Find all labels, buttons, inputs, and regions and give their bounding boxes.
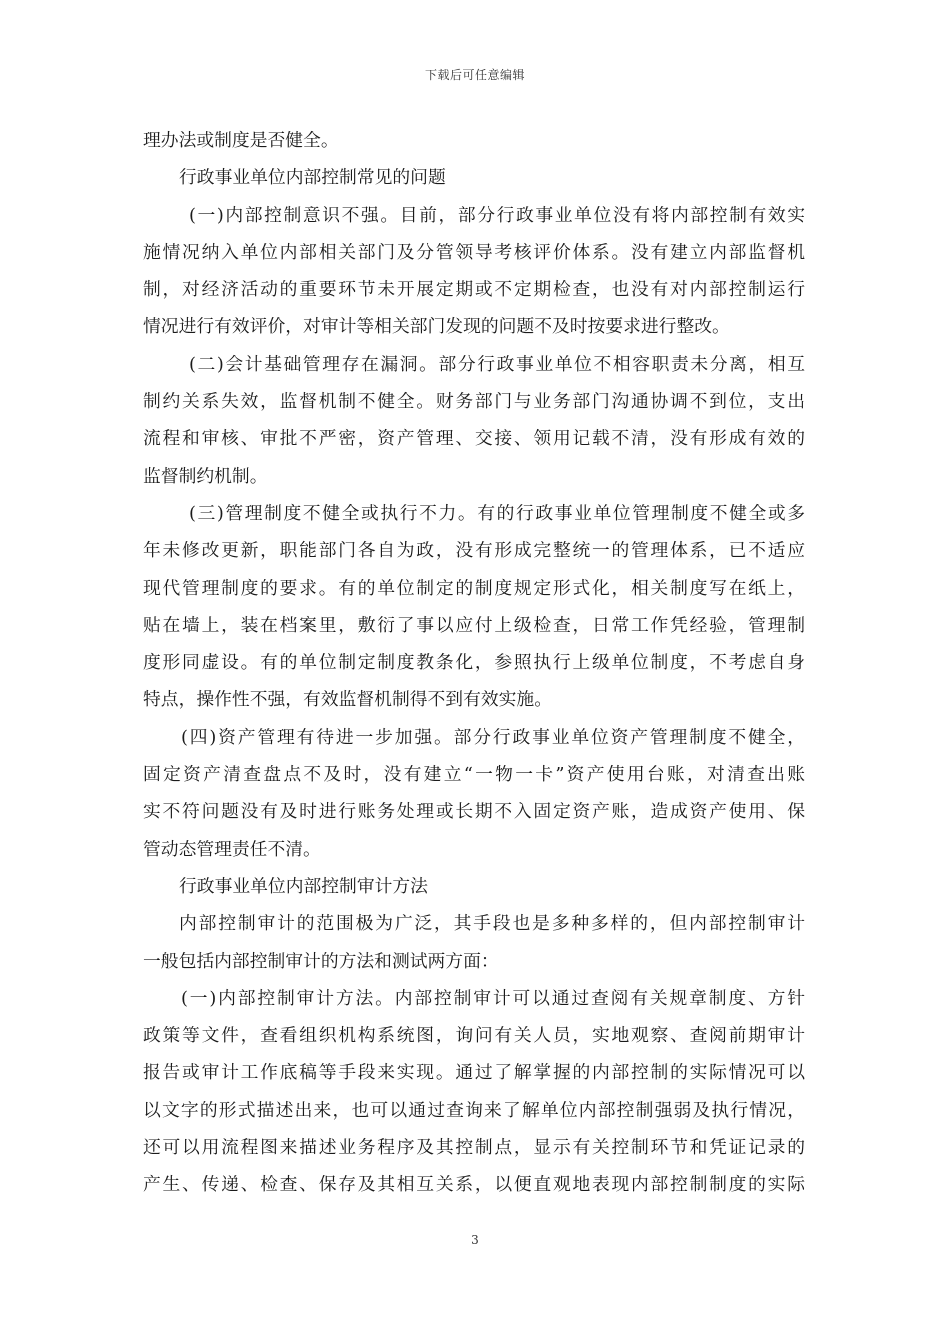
section-heading: 行政事业单位内部控制审计方法 <box>179 875 428 897</box>
text-line: 报告或审计工作底稿等手段来实现。通过了解掌握的内部控制的实际情况可以 <box>143 1062 805 1084</box>
text-line: 情况进行有效评价，对审计等相关部门发现的问题不及时按要求进行整改。 <box>143 316 730 338</box>
text-line: 内部控制审计的范围极为广泛，其手段也是多种多样的，但内部控制审计 <box>179 913 805 935</box>
text-line: 现代管理制度的要求。有的单位制定的制度规定形式化，相关制度写在纸上， <box>143 577 805 599</box>
text-line: 年未修改更新，职能部门各自为政，没有形成完整统一的管理体系，已不适应 <box>143 540 805 562</box>
text-line: (三)管理制度不健全或执行不力。有的行政事业单位管理制度不健全或多 <box>189 502 805 524</box>
text-line: (四)资产管理有待进一步加强。部分行政事业单位资产管理制度不健全， <box>181 726 805 748</box>
section-heading: 行政事业单位内部控制常见的问题 <box>179 167 446 189</box>
text-line: 制约关系失效，监督机制不健全。财务部门与业务部门沟通协调不到位，支出 <box>143 391 805 413</box>
page-header: 下载后可任意编辑 <box>424 68 525 82</box>
text-line: 特点，操作性不强，有效监督机制得不到有效实施。 <box>143 689 552 711</box>
text-line: 实不符问题没有及时进行账务处理或长期不入固定资产账，造成资产使用、保 <box>143 801 805 823</box>
text-line: 流程和审核、审批不严密，资产管理、交接、领用记载不清，没有形成有效的 <box>143 428 805 450</box>
text-line: (二)会计基础管理存在漏洞。部分行政事业单位不相容职责未分离，相互 <box>189 353 805 375</box>
text-line: (一)内部控制审计方法。内部控制审计可以通过查阅有关规章制度、方针 <box>181 987 805 1009</box>
text-line: 管动态管理责任不清。 <box>143 838 321 860</box>
text-line: 还可以用流程图来描述业务程序及其控制点，显示有关控制环节和凭证记录的 <box>143 1137 805 1159</box>
text-line: 一般包括内部控制审计的方法和测试两方面： <box>143 950 499 972</box>
text-line: 度形同虚设。有的单位制定制度教条化，参照执行上级单位制度，不考虑自身 <box>143 652 805 674</box>
text-line: 固定资产清查盘点不及时，没有建立“一物一卡”资产使用台账，对清查出账 <box>143 764 805 786</box>
document-body <box>143 122 805 1204</box>
text-line: 监督制约机制。 <box>143 465 268 487</box>
text-line: 贴在墙上，装在档案里，敷衍了事以应付上级检查，日常工作凭经验，管理制 <box>143 614 805 636</box>
text-line: 理办法或制度是否健全。 <box>143 130 339 151</box>
text-line: 以文字的形式描述出来，也可以通过查询来了解单位内部控制强弱及执行情况， <box>143 1099 805 1121</box>
text-line: 制，对经济活动的重要环节未开展定期或不定期检查，也没有对内部控制运行 <box>143 279 805 301</box>
text-line: 施情况纳入单位内部相关部门及分管领导考核评价体系。没有建立内部监督机 <box>143 241 805 263</box>
page-number: 3 <box>471 1233 479 1247</box>
text-line: 产生、传递、检查、保存及其相互关系，以便直观地表现内部控制制度的实际 <box>143 1174 805 1196</box>
text-line: 政策等文件，查看组织机构系统图，询问有关人员，实地观察、查阅前期审计 <box>143 1025 805 1047</box>
text-line: (一)内部控制意识不强。目前，部分行政事业单位没有将内部控制有效实 <box>189 204 805 226</box>
